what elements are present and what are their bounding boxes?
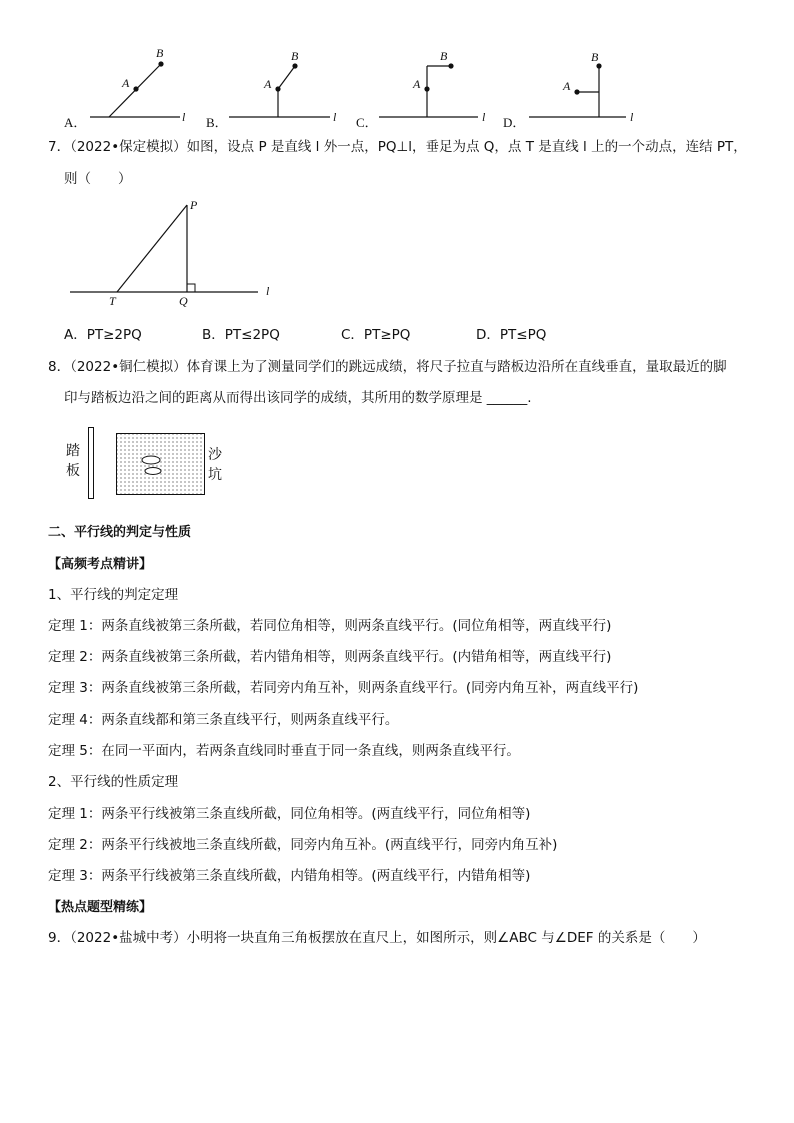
- footprint-1: [142, 456, 160, 464]
- judge-theorem-2: 定理 2：两条直线被第三条所截，若内错角相等，则两条直线平行。(内错角相等，两直线平行): [48, 649, 612, 665]
- judge-theorem-5: 定理 5：在同一平面内，若两条直线同时垂直于同一条直线，则两条直线平行。: [48, 743, 520, 759]
- q6c-label-a: A: [413, 77, 421, 91]
- q9-stem-line1: 9．（2022•盐城中考）小明将一块直角三角板摆放在直尺上，如图所示，则∠ABC 与∠DEF 的关系是（ ）: [48, 930, 706, 946]
- q8-stem-line2: 印与踏板边沿之间的距离从而得出该同学的成绩，其所用的数学原理是 ______.: [64, 390, 532, 406]
- q6b-label-a: A: [264, 77, 272, 91]
- q7-option-d: D．PT≤PQ: [476, 327, 547, 343]
- takeoff-board: [88, 427, 94, 499]
- q7-option-a: A．PT≥2PQ: [64, 327, 142, 343]
- pit-label: 沙 坑: [208, 447, 222, 483]
- q6-diagram-d: [529, 50, 634, 124]
- q6-diagram-b: [229, 49, 337, 124]
- q6-option-d-label: D．: [503, 115, 526, 130]
- q7-label-t: T: [109, 294, 116, 308]
- property-theorem-1: 定理 1：两条平行线被第三条直线所截，同位角相等。(两直线平行，同位角相等): [48, 806, 531, 822]
- q6b-label-l: l: [333, 110, 337, 124]
- q6a-label-a: A: [122, 76, 130, 90]
- q7-figure: [60, 195, 290, 310]
- property-theorem-2: 定理 2：两条平行线被地三条直线所截，同旁内角互补。(两直线平行，同旁内角互补): [48, 837, 558, 853]
- q6-diagram-c: [379, 49, 486, 124]
- judge-heading: 1、平行线的判定定理: [48, 587, 179, 603]
- property-heading: 2、平行线的性质定理: [48, 774, 179, 790]
- board-label: 踏 板: [66, 443, 80, 479]
- q6c-label-l: l: [482, 110, 486, 124]
- q7-option-b: B．PT≤2PQ: [202, 327, 280, 343]
- judge-theorem-3: 定理 3：两条直线被第三条所截，若同旁内角互补，则两条直线平行。(同旁内角互补，两直线平行): [48, 680, 639, 696]
- section-subtitle: 【高频考点精讲】: [48, 557, 153, 572]
- footprint-2: [145, 468, 161, 475]
- judge-theorem-1: 定理 1：两条直线被第三条所截，若同位角相等，则两条直线平行。(同位角相等，两直线平行): [48, 618, 612, 634]
- q7-label-p: P: [190, 198, 198, 212]
- q7-stem-line2: 则（ ）: [64, 171, 132, 187]
- property-theorem-3: 定理 3：两条平行线被第三条直线所截，内错角相等。(两直线平行，内错角相等): [48, 868, 531, 884]
- q6-diagrams: [0, 0, 794, 140]
- q6d-label-l: l: [630, 110, 634, 124]
- q8-stem-line1: 8．（2022•铜仁模拟）体育课上为了测量同学们的跳远成绩，将尺子拉直与踏板边沿所在直线垂直，量取最近的脚: [48, 359, 727, 375]
- q6a-label-l: l: [182, 110, 186, 124]
- q6b-label-b: B: [291, 49, 299, 63]
- q7-label-l: l: [266, 284, 270, 298]
- sand-pit: [116, 433, 206, 496]
- q8-figure: [60, 425, 240, 505]
- practice-heading: 【热点题型精练】: [48, 900, 153, 915]
- q7-stem-line1: 7．（2022•保定模拟）如图，设点 P 是直线 l 外一点，PQ⊥l，垂足为点 Q，点 T 是直线 l 上的一个动点，连结 PT，: [48, 139, 747, 155]
- section-title: 二、平行线的判定与性质: [48, 525, 192, 540]
- q6-option-c-label: C．: [356, 115, 378, 130]
- q6-option-a-label: A．: [64, 115, 87, 130]
- q6-option-b-label: B．: [206, 115, 228, 130]
- q6d-label-b: B: [591, 50, 599, 64]
- q6-figures: [0, 0, 794, 140]
- q6-diagram-a: [90, 46, 186, 124]
- q7-option-c: C．PT≥PQ: [341, 327, 411, 343]
- judge-theorem-4: 定理 4：两条直线都和第三条直线平行，则两条直线平行。: [48, 712, 399, 728]
- q6a-label-b: B: [156, 46, 164, 60]
- q6d-label-a: A: [563, 79, 571, 93]
- q6c-label-b: B: [440, 49, 448, 63]
- q7-label-q: Q: [179, 294, 188, 308]
